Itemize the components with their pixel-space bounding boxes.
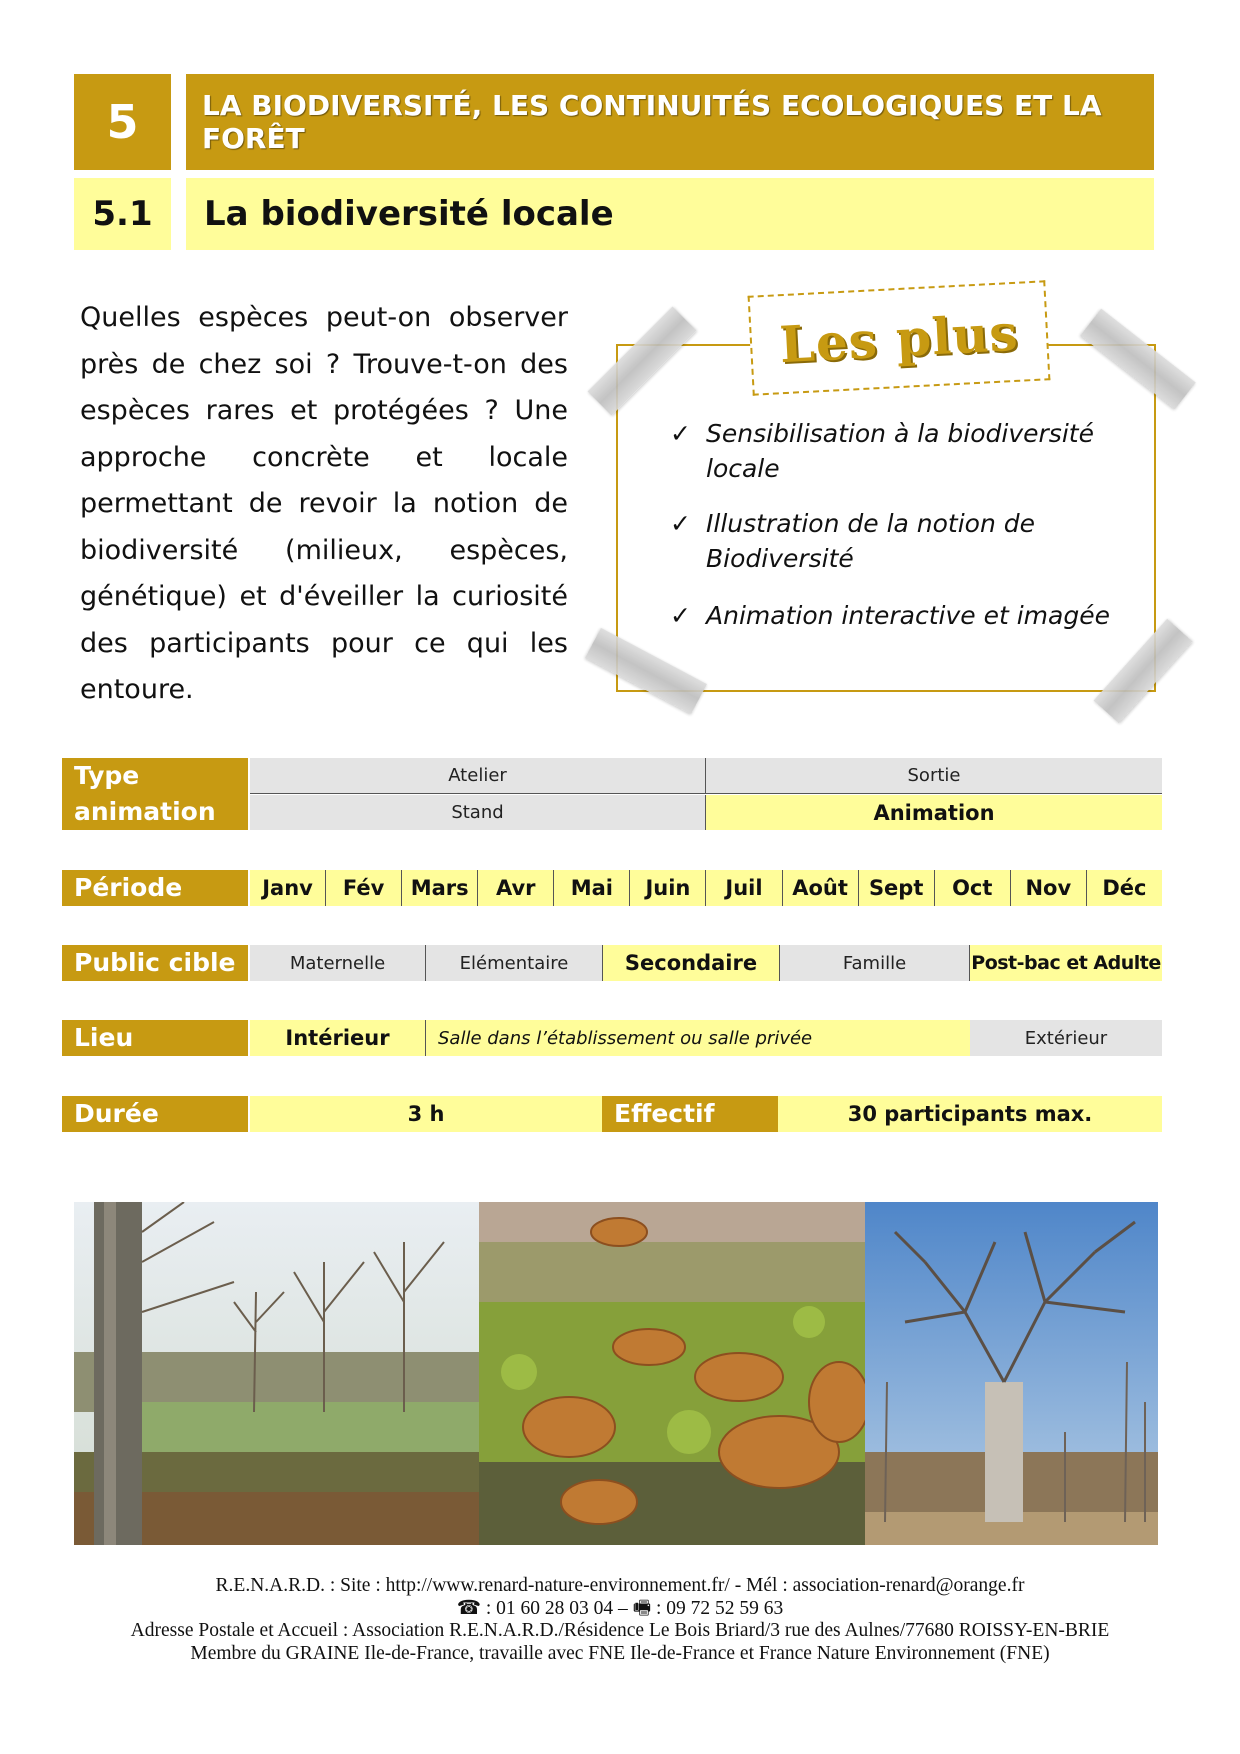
- check-icon: ✓: [670, 509, 691, 538]
- duree-value: 3 h: [250, 1096, 602, 1132]
- type-animation-selected: Animation: [706, 795, 1162, 830]
- chapter-title: LA BIODIVERSITÉ, LES CONTINUITÉS ECOLOGIQUES ET LA FORÊT: [186, 74, 1154, 170]
- footer-address-line: Adresse Postale et Accueil : Association R.E.N.A.R.D./Résidence Le Bois Briard/3 rue des Aulnes/77680 ROISSY-EN-BRIE: [130, 1620, 1110, 1641]
- month-oct: Oct: [935, 870, 1011, 906]
- footer-contact-line: R.E.N.A.R.D. : Site : http://www.renard-nature-environnement.fr/ - Mél : association-renard@orange.fr: [215, 1575, 1025, 1596]
- footer-phone-line: [40, 1598, 1200, 1621]
- footer-membership-line: Membre du GRAINE Ile-de-France, travaille avec FNE Ile-de-France et France Nature Environnement (FNE): [190, 1642, 1050, 1664]
- type-stand: Stand: [250, 795, 706, 830]
- public-maternelle: Maternelle: [250, 945, 426, 981]
- effectif-label: Effectif: [602, 1096, 778, 1132]
- check-icon: ✓: [670, 601, 691, 630]
- fax-icon: 🖷: [632, 1597, 652, 1619]
- month-sept: Sept: [859, 870, 935, 906]
- type-sortie: Sortie: [706, 758, 1162, 794]
- duree-label: Durée: [62, 1096, 248, 1132]
- month-aout: Août: [783, 870, 859, 906]
- type-atelier: Atelier: [250, 758, 706, 794]
- les-plus-item-text: Sensibilisation à la biodiversité locale: [706, 419, 1094, 483]
- les-plus-item: [670, 416, 1130, 486]
- month-fev: Fév: [326, 870, 402, 906]
- lieu-interieur: Intérieur: [250, 1020, 426, 1056]
- lieu-label: Lieu: [62, 1020, 248, 1056]
- chapter-number: 5: [74, 74, 171, 170]
- month-mars: Mars: [402, 870, 478, 906]
- month-janv: Janv: [250, 870, 326, 906]
- lieu-exterieur: Extérieur: [970, 1020, 1162, 1056]
- lieu-interieur-detail: Salle dans l’établissement ou salle privée: [426, 1020, 970, 1056]
- month-mai: Mai: [554, 870, 630, 906]
- month-nov: Nov: [1011, 870, 1087, 906]
- check-icon: ✓: [670, 419, 691, 448]
- les-plus-item-text: Illustration de la notion de Biodiversité: [706, 509, 1036, 573]
- les-plus-item: [670, 598, 1130, 633]
- section-number: 5.1: [74, 178, 171, 250]
- month-juil: Juil: [706, 870, 782, 906]
- les-plus-box: [588, 268, 1208, 716]
- months-row: [250, 870, 1162, 906]
- les-plus-title: Les plus: [748, 280, 1051, 395]
- footer: [40, 1575, 1200, 1665]
- public-famille: Famille: [780, 945, 970, 981]
- intro-paragraph: Quelles espèces peut-on observer près de chez soi ? Trouve-t-on des espèces rares et protégées ? Une approche concrète et locale permettant de revoir la notion de biodiversité (milieux, espèces, génétique) et d'éveiller la curiosité des participants pour ce qui les entoure.: [80, 302, 568, 705]
- month-dec: Déc: [1087, 870, 1162, 906]
- moss-fungi-photo: [479, 1202, 865, 1545]
- effectif-value: 30 participants max.: [778, 1096, 1162, 1132]
- public-secondaire: Secondaire: [603, 945, 780, 981]
- month-juin: Juin: [630, 870, 706, 906]
- footer-phone: : 01 60 28 03 04 –: [481, 1597, 633, 1619]
- les-plus-item: [670, 506, 1130, 576]
- forest-pond-photo: [74, 1202, 479, 1545]
- periode-label: Période: [62, 870, 248, 906]
- les-plus-item-text: Animation interactive et imagée: [706, 601, 1110, 630]
- type-animation-label: Type animation: [62, 758, 248, 830]
- public-cible-label: Public cible: [62, 945, 248, 981]
- public-post-bac-adulte: Post-bac et Adulte: [970, 945, 1162, 981]
- oak-tree-photo: [865, 1202, 1158, 1545]
- month-avr: Avr: [478, 870, 554, 906]
- phone-icon: ☎: [456, 1597, 482, 1619]
- section-title: La biodiversité locale: [186, 178, 1154, 250]
- footer-fax: : 09 72 52 59 63: [651, 1597, 784, 1619]
- public-elementaire: Elémentaire: [426, 945, 603, 981]
